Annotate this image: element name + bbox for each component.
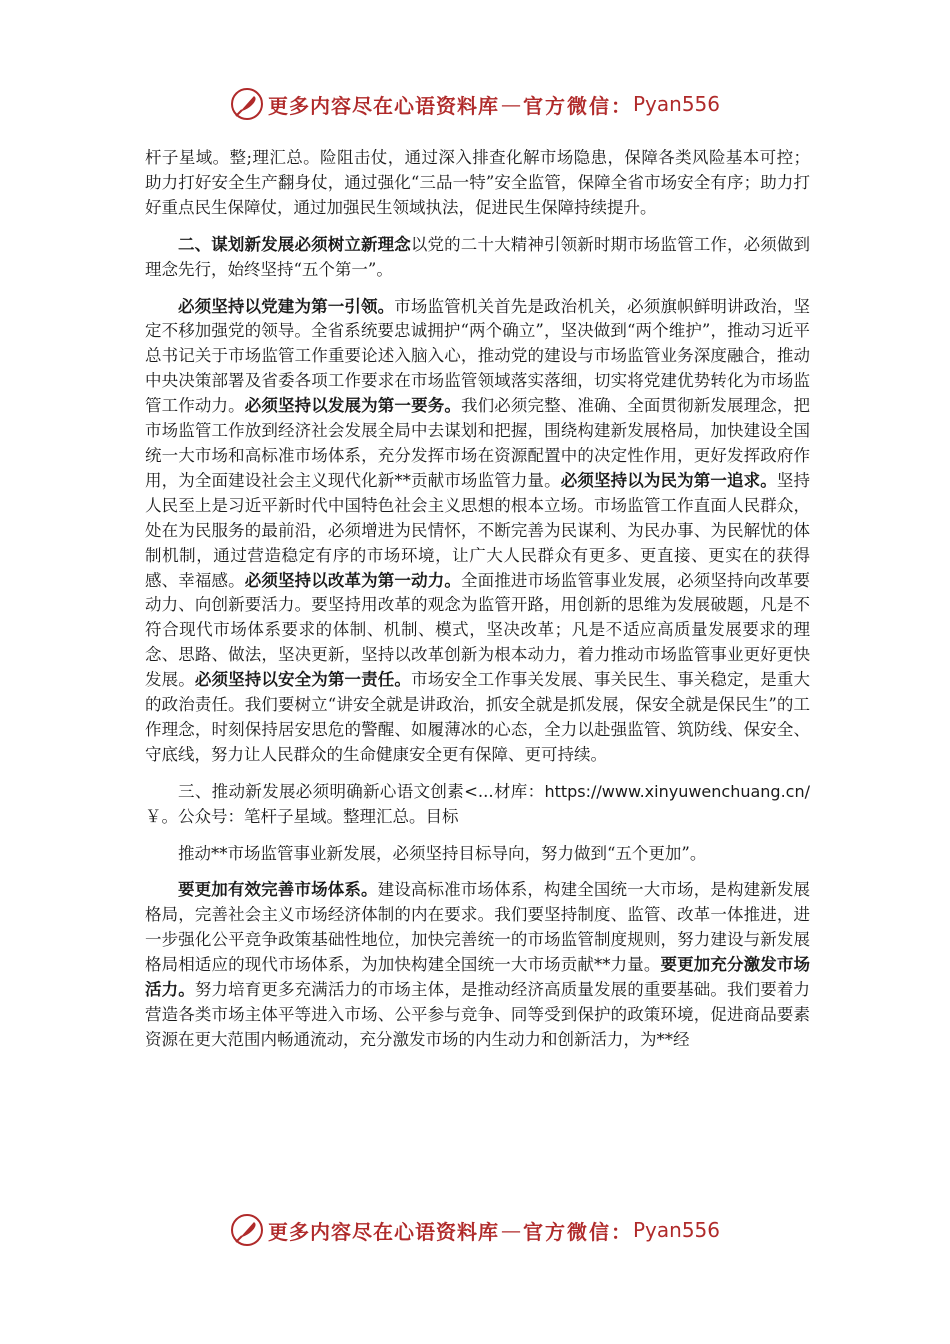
paragraph-4: 三、推动新发展必须明确新心语文创素<...材库：https://www.xinyuwenchuang.cn/￥。公众号：笔杆子星域。整理汇总。目标 xyxy=(145,781,810,826)
section-heading-2: 二、谋划新发展必须树立新理念 xyxy=(178,234,411,254)
document-body xyxy=(145,146,810,1065)
banner-wechat-id: Pyan556 xyxy=(632,1218,720,1242)
paragraph-1: 杆子星域。整;理汇总。险阻击仗，通过深入排查化解市场隐患，保障各类风险基本可控；助力打好安全生产翻身仗，通过强化“三品一特”安全监管，保障全省市场安全有序；助力打好重点民生保障仗，通过加强民生领域执法，促进民生保障持续提升。 xyxy=(145,148,810,217)
feather-pen-logo-icon xyxy=(230,87,264,121)
goal-1-heading: 要更加有效完善市场体系。 xyxy=(178,880,378,900)
principle-5-heading: 必须坚持以安全为第一责任。 xyxy=(194,670,412,690)
section-heading-3: 三、推动新发展必须明确新心语文创素<...材库： xyxy=(178,781,545,801)
principle-1-heading: 必须坚持以党建为第一引领。 xyxy=(178,296,395,316)
banner-wechat-id: Pyan556 xyxy=(632,92,720,116)
paragraph-2: 二、谋划新发展必须树立新理念以党的二十大精神引领新时期市场监管工作，必须做到理念先行，始终坚持“五个第一”。 xyxy=(145,234,811,279)
banner-text: 更多内容尽在心语资料库 xyxy=(267,93,499,118)
goal-2-heading: 要更加充分激发市场活力。 xyxy=(145,955,811,1000)
principle-3-heading: 必须坚持以为民为第一追求。 xyxy=(560,470,777,490)
paragraph-6: 要更加有效完善市场体系。建设高标准市场体系，构建全国统一大市场，是构建新发展格局，完善社会主义市场经济体制的内在要求。我们要坚持制度、监管、改革一体推进，进一步强化公平竞争政策基础性地位，加快完善统一的市场监管制度规则，努力建设与新发展格局相适应的现代市场体系，为加快构建全国统一大市场贡献**力量。要更加充分激发市场活力。努力培育更多充满活力的市场主体，是推动经济高质量发展的重要基础。我们要着力营造各类市场主体平等进入市场、公平参与竞争、同等受到保护的政策环境，促进商品要素资源在更大范围内畅通流动，充分激发市场的内生动力和创新活力，为**经 xyxy=(145,880,811,1049)
principle-4-heading: 必须坚持以改革为第一动力。 xyxy=(244,570,461,590)
banner-wechat-label: 官方微信： xyxy=(522,93,633,118)
banner-separator: — xyxy=(500,1218,521,1242)
header-watermark-banner xyxy=(0,84,950,124)
footer-watermark-banner xyxy=(0,1210,950,1250)
banner-text: 更多内容尽在心语资料库 xyxy=(267,1219,499,1244)
principle-2-heading: 必须坚持以发展为第一要务。 xyxy=(244,396,461,416)
banner-wechat-label: 官方微信： xyxy=(522,1219,633,1244)
banner-separator: — xyxy=(500,92,521,116)
paragraph-3: 必须坚持以党建为第一引领。市场监管机关首先是政治机关，必须旗帜鲜明讲政治，坚定不移加强党的领导。全省系统要忠诚拥护“两个确立”，坚决做到“两个维护”，推动习近平总书记关于市场监管工作重要论述入脑入心，推动党的建设与市场监管业务深度融合，推动中央决策部署及省委各项工作要求在市场监管领域落实落细，切实将党建优势转化为市场监管工作动力。必须坚持以发展为第一要务。我们必须完整、准确、全面贯彻新发展理念，把市场监管工作放到经济社会发展全局中去谋划和把握，围绕构建新发展格局，加快建设全国统一大市场和高标准市场体系，充分发挥市场在资源配置中的决定性作用，更好发挥政府作用，为全面建设社会主义现代化新**贡献市场监管力量。必须坚持以为民为第一追求。坚持人民至上是习近平新时代中国特色社会主义思想的根本立场。市场监管工作直面人民群众，处在为民服务的最前沿，必须增进为民情怀，不断完善为民谋利、为民办事、为民解忧的体制机制，通过营造稳定有序的市场环境，让广大人民群众有更多、更直接、更实在的获得感、幸福感。必须坚持以改革为第一动力。全面推进市场监管事业发展，必须坚持向改革要动力、向创新要活力。要坚持用改革的观念为监管开路，用创新的思维为发展破题，凡是不符合现代市场体系要求的体制、机制、模式，坚决改革；凡是不适应高质量发展要求的理念、思路、做法，坚决更新，坚持以改革创新为根本动力，着力推动市场监管事业更好更快发展。必须坚持以安全为第一责任。市场安全工作事关发展、事关民生、事关稳定，是重大的政治责任。我们要树立“讲安全就是讲政治，抓安全就是抓发展，保安全就是保民生”的工作理念，时刻保持居安思危的警醒、如履薄冰的心态，全力以赴强监管、筑防线、保安全、守底线，努力让人民群众的生命健康安全更有保障、更可持续。 xyxy=(145,296,811,764)
feather-pen-logo-icon xyxy=(230,1213,264,1247)
source-url: https://www.xinyuwenchuang.cn/ xyxy=(544,781,810,801)
paragraph-5: 推动**市场监管事业新发展，必须坚持目标导向，努力做到“五个更加”。 xyxy=(178,843,707,863)
